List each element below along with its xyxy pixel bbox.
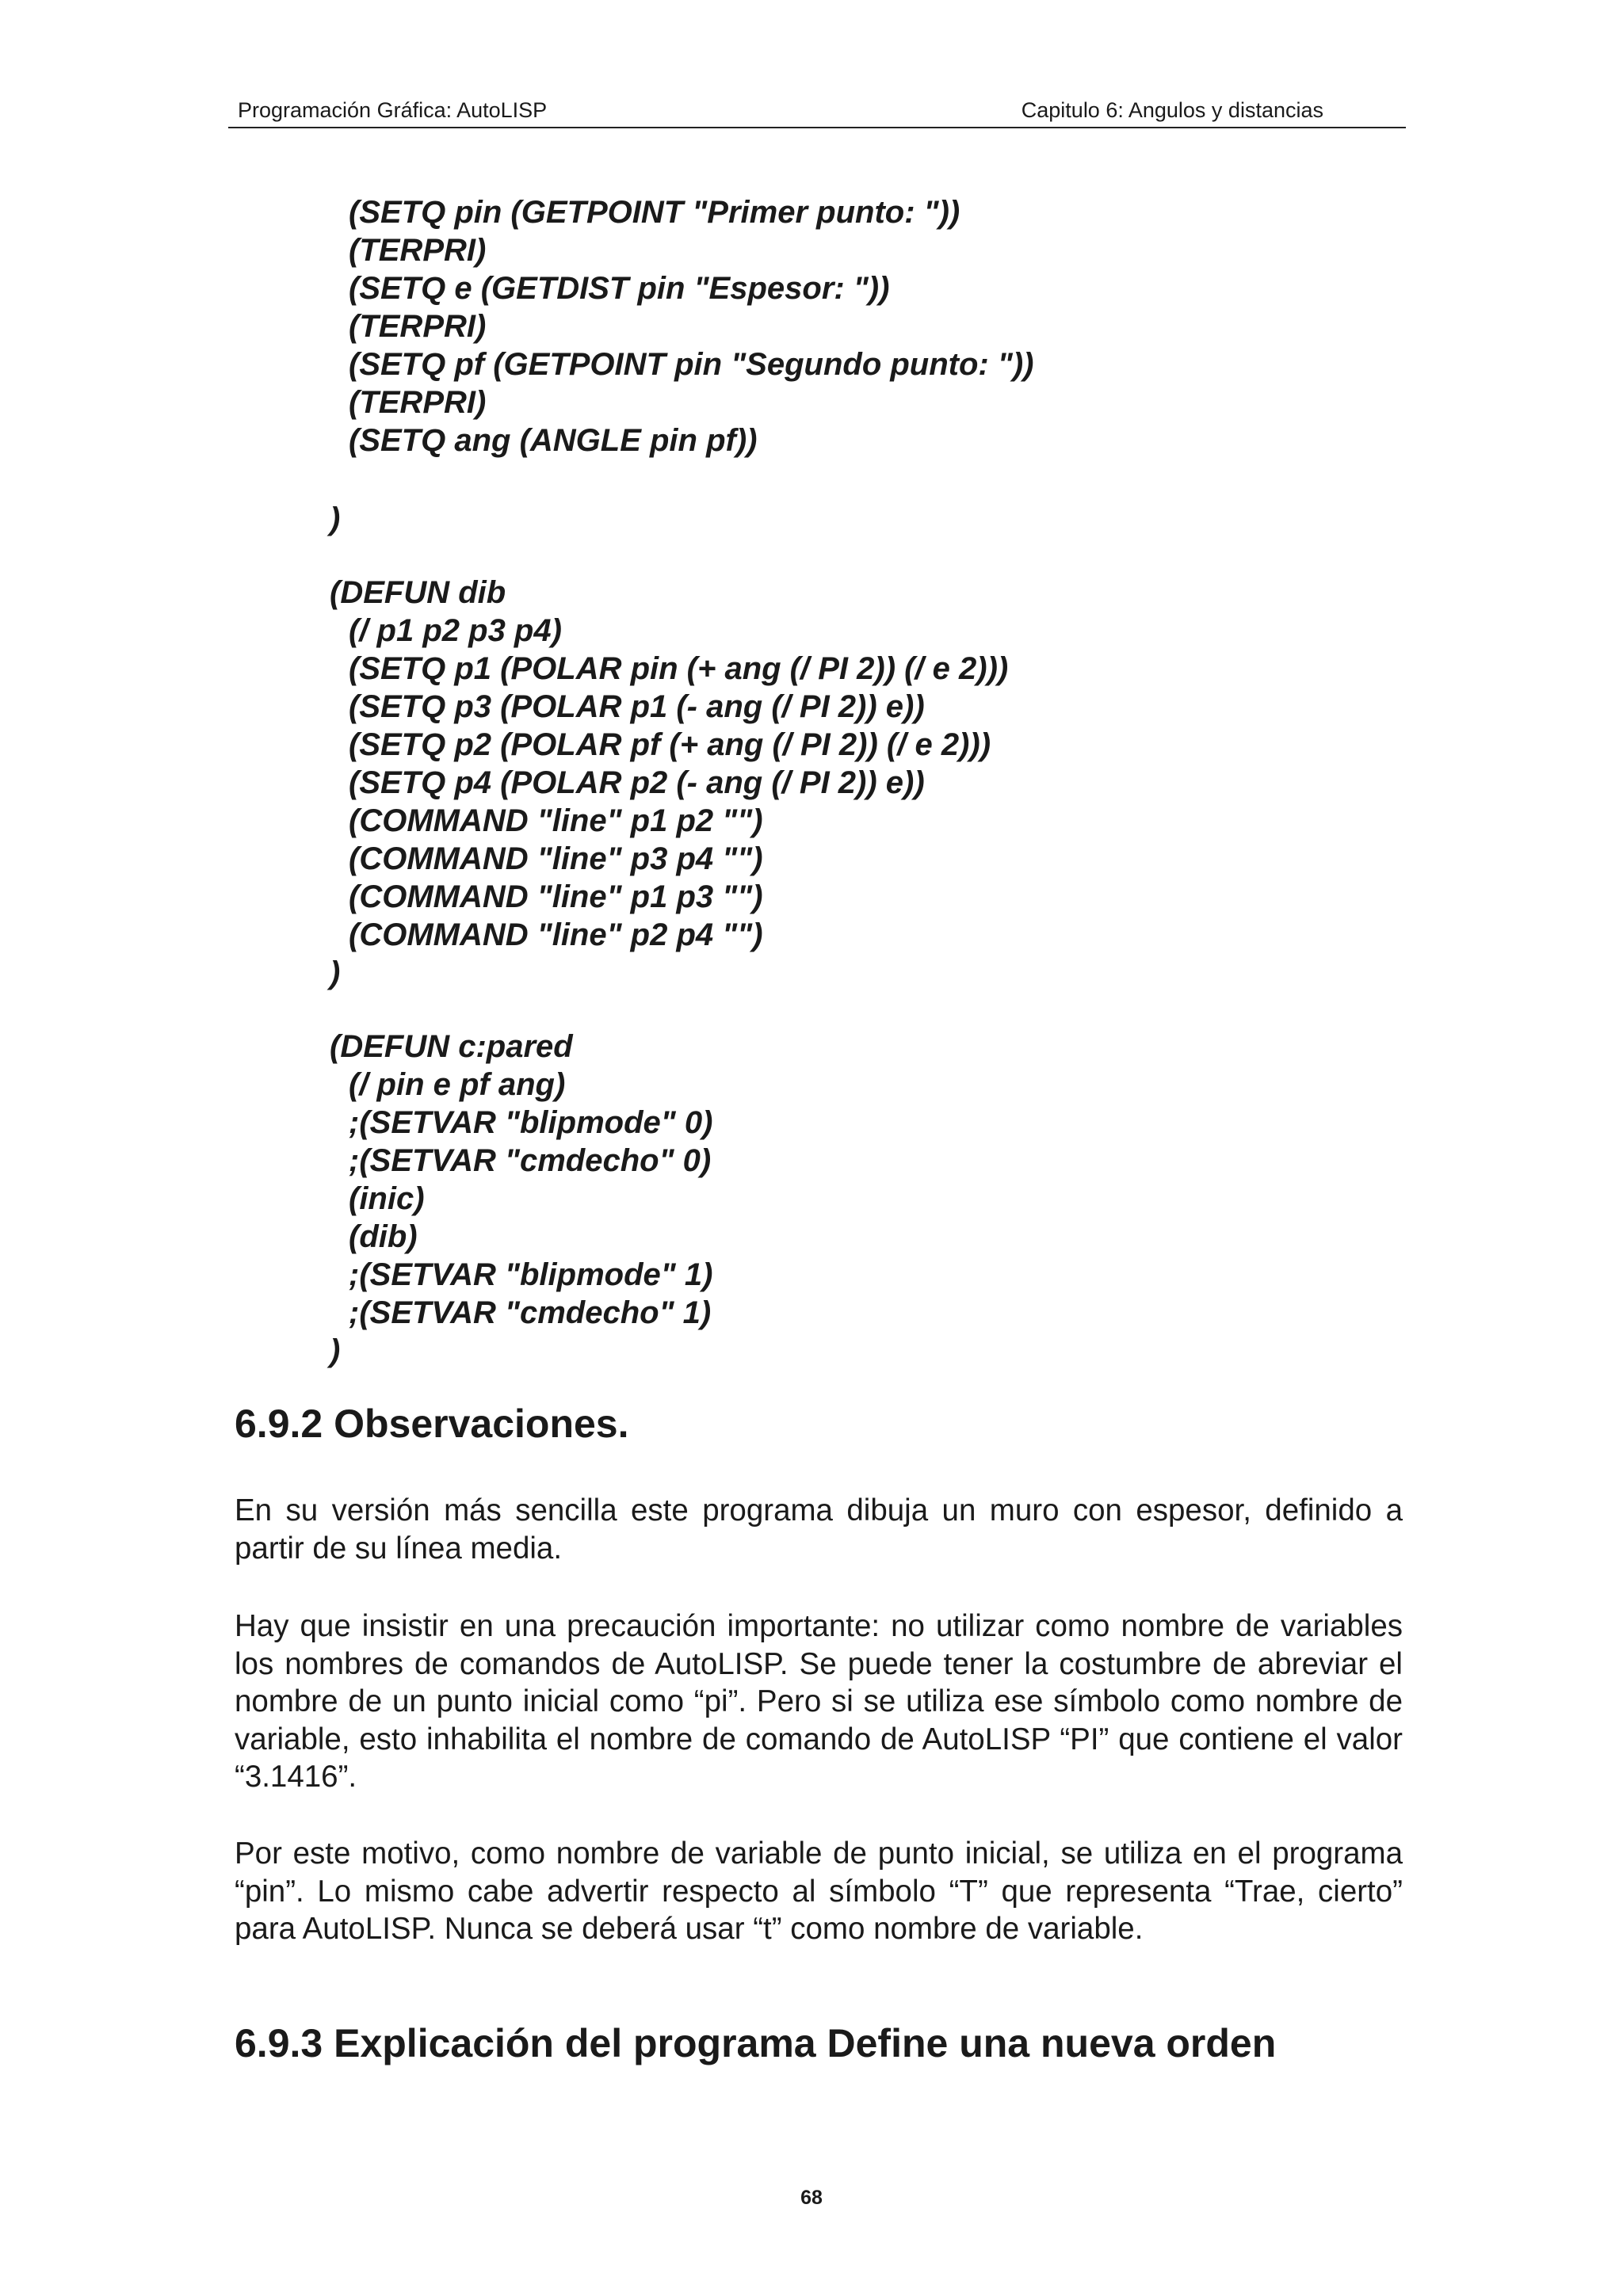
code-line: ) bbox=[330, 1333, 341, 1368]
code-line: (/ pin e pf ang) bbox=[349, 1067, 566, 1102]
code-line: (SETQ e (GETDIST pin "Espesor: ")) bbox=[349, 271, 890, 306]
code-line: (COMMAND "line" p3 p4 "") bbox=[349, 841, 763, 876]
code-line: (SETQ ang (ANGLE pin pf)) bbox=[349, 423, 758, 458]
code-line: (/ p1 p2 p3 p4) bbox=[349, 613, 562, 648]
code-line: (SETQ pf (GETPOINT pin "Segundo punto: ")) bbox=[349, 347, 1034, 382]
code-line: (TERPRI) bbox=[349, 385, 487, 420]
code-line: (dib) bbox=[349, 1219, 418, 1254]
code-line: ;(SETVAR "cmdecho" 1) bbox=[349, 1295, 712, 1330]
code-line: (SETQ p1 (POLAR pin (+ ang (/ PI 2)) (/ e 2))) bbox=[349, 651, 1009, 686]
code-line: ;(SETVAR "blipmode" 0) bbox=[349, 1105, 713, 1140]
code-line: (SETQ p3 (POLAR p1 (- ang (/ PI 2)) e)) bbox=[349, 689, 925, 724]
code-line: ;(SETVAR "blipmode" 1) bbox=[349, 1257, 713, 1292]
code-line: (COMMAND "line" p1 p3 "") bbox=[349, 879, 763, 914]
code-line: ;(SETVAR "cmdecho" 0) bbox=[349, 1143, 712, 1178]
code-line: (COMMAND "line" p2 p4 "") bbox=[349, 917, 763, 952]
code-line: ) bbox=[330, 502, 341, 536]
paragraph: Hay que insistir en una precaución importante: no utilizar como nombre de variables los nombres de comandos de AutoLISP. Se puede tener la costumbre de abreviar el nombre de un punto inicial como “pi”. Pero si se utiliza ese símbolo como nombre de variable, esto inhabilita el nombre de comando de AutoLISP “PI” que contiene el valor “3.1416”. bbox=[235, 1609, 1403, 1794]
code-line: (TERPRI) bbox=[349, 233, 487, 268]
code-line: ) bbox=[330, 955, 341, 990]
code-line: (SETQ p2 (POLAR pf (+ ang (/ PI 2)) (/ e 2))) bbox=[349, 727, 991, 762]
section-heading-6-9-3: 6.9.3 Explicación del programa Define una nueva orden bbox=[235, 2021, 1277, 2065]
header-book-title: Programación Gráfica: AutoLISP bbox=[238, 98, 548, 122]
page-number: 68 bbox=[800, 2187, 823, 2209]
code-line: (SETQ p4 (POLAR p2 (- ang (/ PI 2)) e)) bbox=[349, 765, 925, 800]
code-line: (SETQ pin (GETPOINT "Primer punto: ")) bbox=[349, 195, 960, 230]
code-line: (COMMAND "line" p1 p2 "") bbox=[349, 803, 763, 838]
code-line: (TERPRI) bbox=[349, 309, 487, 344]
code-line: (DEFUN c:pared bbox=[330, 1029, 573, 1064]
paragraph: En su versión más sencilla este programa dibuja un muro con espesor, definido a partir de su línea media. bbox=[235, 1493, 1403, 1566]
code-line: (inic) bbox=[349, 1181, 425, 1216]
page-header bbox=[228, 93, 1406, 128]
paragraph: Por este motivo, como nombre de variable de punto inicial, se utiliza en el programa “pin”. Lo mismo cabe advertir respecto al símbolo “T” que representa “Trae, cierto” para AutoLISP. Nunca se deberá usar “t” como nombre de variable. bbox=[235, 1836, 1403, 1946]
section-heading-6-9-2: 6.9.2 Observaciones. bbox=[235, 1402, 629, 1446]
code-line: (DEFUN dib bbox=[330, 575, 506, 610]
header-chapter-title: Capitulo 6: Angulos y distancias bbox=[1021, 98, 1323, 122]
